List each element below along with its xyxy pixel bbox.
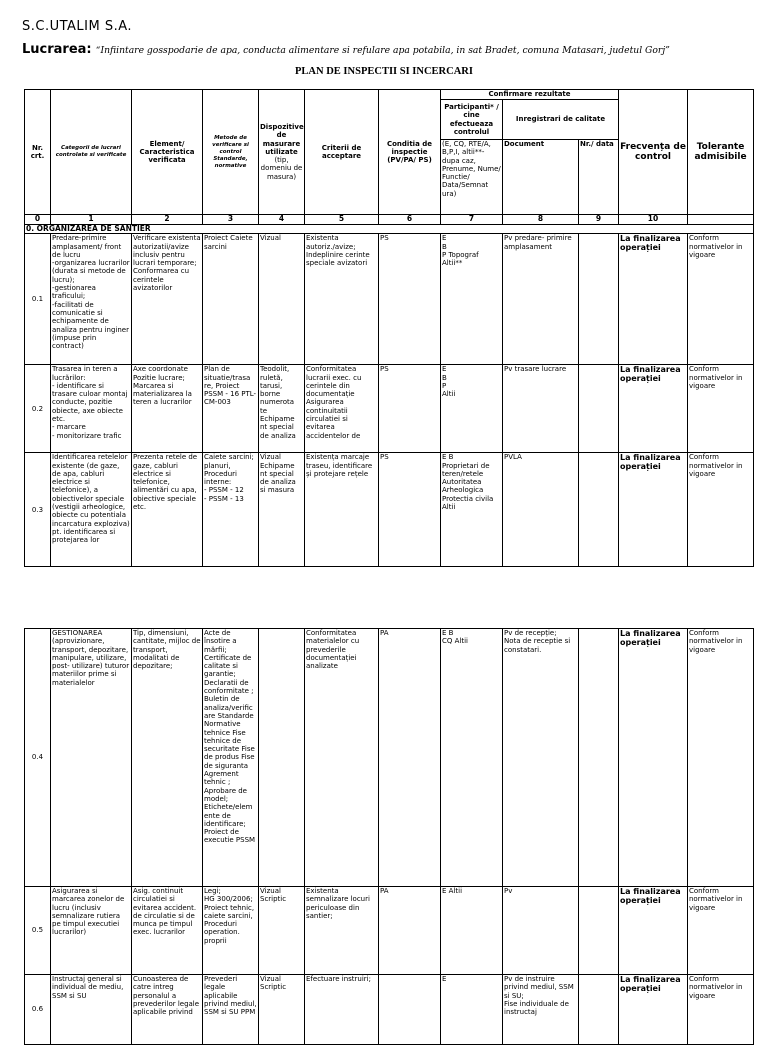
row-nr-data: [579, 975, 619, 1045]
row-conditia: PS: [379, 365, 441, 453]
row-criterii: Existenta autoriz./avize; Indeplinire cerinte speciale avizatori: [305, 234, 379, 365]
col-element: Element/ Caracteristica verificata: [132, 90, 203, 215]
table-row: [25, 365, 754, 453]
col-criterii: Criterii de acceptare: [305, 90, 379, 215]
row-element: Verificare existenta autorizatii/avize inclusiv pentru lucrari temporare; Conformarea cu cerintele avizatorilor: [132, 234, 203, 365]
work-label: Lucrarea:: [22, 42, 92, 57]
col-metode: Metode de verificare si control Standarde, normative: [203, 90, 259, 215]
row-element: Axe coordonate Pozitie lucrare; Marcarea si materializarea la teren a lucrarilor: [132, 365, 203, 453]
row-element: Asig. continuit circulatiei si evitarea accident. de circulatie si de munca pe timpul exec. lucrarilor: [132, 887, 203, 975]
row-categorie: Identificarea retelelor existente (de gaze, de apa, cabluri electrice si telefonice), a obiectivelor speciale (vestigii arheologice, obiecte cu potentiala incarcatura exploziva) pt. identificarea si protejarea lor: [51, 453, 132, 567]
row-participanti: E B CQ Altii: [441, 629, 503, 887]
row-participanti: E: [441, 975, 503, 1045]
row-nr-data: [579, 887, 619, 975]
row-conditia: PA: [379, 887, 441, 975]
row-number: 0.6: [25, 975, 51, 1045]
col-dispozitive: [259, 90, 305, 215]
table-row: [25, 629, 754, 887]
row-frecventa: La finalizarea operației: [619, 887, 688, 975]
table-row: [25, 234, 754, 365]
row-categorie: Predare-primire amplasament/ front de lucru -organizarea lucrarilor (durata si metode de lucru); -gestionarea traficului; -facilitati de comunicatie si echipamente de analiza pentru inginer (impuse prin contract): [51, 234, 132, 365]
col-index: 7: [441, 215, 503, 225]
row-conditia: PS: [379, 453, 441, 567]
row-dispozitive: Vizual Scriptic: [259, 887, 305, 975]
col-categorii: Categorii de lucrari controlate si verificate: [51, 90, 132, 215]
row-tolerante: Conform normativelor in vigoare: [688, 975, 754, 1045]
row-metode: Caiete sarcini; planuri, Proceduri interne: - PSSM - 12 - PSSM - 13: [203, 453, 259, 567]
row-element: Tip, dimensiuni, cantitate, mijloc de transport, modalitati de depozitare;: [132, 629, 203, 887]
row-nr-data: [579, 629, 619, 887]
row-dispozitive: Vizual Scriptic: [259, 975, 305, 1045]
col-nr: Nr. crt.: [25, 90, 51, 215]
row-number: 0.1: [25, 234, 51, 365]
row-nr-data: [579, 234, 619, 365]
col-index: 10: [619, 215, 688, 225]
col-nr-data: Nr./ data: [579, 140, 619, 215]
col-dispozitive-title: Dispozitive de masurare utilizate: [260, 122, 304, 156]
work-value: “Infiintare gosspodarie de apa, conducta alimentare si refulare apa potabila, in sat Bradet, comuna Matasari, judetul Gorj”: [95, 45, 670, 56]
row-participanti: E B P Topograf Altii**: [441, 234, 503, 365]
col-index: 9: [579, 215, 619, 225]
row-element: Prezenta retele de gaze, cabluri electrice si telefonice, alimentări cu apa, obiective speciale etc.: [132, 453, 203, 567]
row-number: 0.4: [25, 629, 51, 887]
row-nr-data: [579, 365, 619, 453]
plan-title: PLAN DE INSPECTII SI INCERCARI: [295, 66, 473, 77]
table-row: [25, 453, 754, 567]
row-document: Pv predare- primire amplasament: [503, 234, 579, 365]
col-index: 4: [259, 215, 305, 225]
row-categorie: Trasarea in teren a lucrărilor: - identificare si trasare culoar montaj conducte, pozitie obiecte, axe obiecte etc. - marcare - monitorizare trafic: [51, 365, 132, 453]
row-number: 0.5: [25, 887, 51, 975]
row-categorie: Instructaj general si individual de mediu, SSM si SU: [51, 975, 132, 1045]
row-tolerante: Conform normativelor in vigoare: [688, 629, 754, 887]
row-criterii: Conformitatea lucrarii exec. cu cerintele din documentație Asigurarea continuitatii circulatiei si evitarea accidentelor de: [305, 365, 379, 453]
work-line: [22, 42, 762, 57]
col-index: 5: [305, 215, 379, 225]
col-participanti-sub: (E, CQ, RTE/A, B,P,I, altii**- dupa caz, Prenume, Nume/ Functie/ Data/Semnat ura): [441, 140, 503, 215]
row-document: PVLA: [503, 453, 579, 567]
row-tolerante: Conform normativelor in vigoare: [688, 365, 754, 453]
row-frecventa: La finalizarea operației: [619, 453, 688, 567]
row-tolerante: Conform normativelor in vigoare: [688, 234, 754, 365]
row-metode: Acte de însotire a mărfii; Certificate de calitate si garantie; Declaratii de conformitate ; Buletin de analiza/verific are Standarde Normative tehnice Fise tehnice de securitate Fise de produs Fise de siguranta Agrement tehnic ; Aprobare de model; Etichete/elem ente de identificare; Proiect de executie PSSM: [203, 629, 259, 887]
row-dispozitive: Vizual Echipame nt special de analiza si masura: [259, 453, 305, 567]
section-title: 0. ORGANIZAREA DE SANTIER: [25, 225, 754, 234]
row-conditia: [379, 975, 441, 1045]
table-row: [25, 975, 754, 1045]
row-frecventa: La finalizarea operației: [619, 629, 688, 887]
row-criterii: Conformitatea materialelor cu prevederile documentației analizate: [305, 629, 379, 887]
row-dispozitive: Teodolit, ruletă, tarusi, borne numerota te Echipame nt special de analiza: [259, 365, 305, 453]
row-conditia: PA: [379, 629, 441, 887]
row-dispozitive: [259, 629, 305, 887]
inspection-table-2: [24, 628, 754, 1045]
col-index: 3: [203, 215, 259, 225]
col-index: 0: [25, 215, 51, 225]
row-frecventa: La finalizarea operației: [619, 975, 688, 1045]
row-criterii: Efectuare instruiri;: [305, 975, 379, 1045]
row-metode: Legi; HG 300/2006; Proiect tehnic, caiete sarcini, Proceduri operation. proprii: [203, 887, 259, 975]
col-index: 2: [132, 215, 203, 225]
row-participanti: E B P Altii: [441, 365, 503, 453]
row-criterii: Existența marcaje traseu, identificare și protejare rețele: [305, 453, 379, 567]
col-confirmare: Confirmare rezultate: [441, 90, 619, 100]
col-index: 1: [51, 215, 132, 225]
row-document: Pv de recepție; Nota de receptie si constatari.: [503, 629, 579, 887]
col-index: 8: [503, 215, 579, 225]
row-tolerante: Conform normativelor in vigoare: [688, 887, 754, 975]
row-frecventa: La finalizarea operației: [619, 234, 688, 365]
row-participanti: E B Proprietari de teren/retele Autoritatea Arheologica Protectia civila Altii: [441, 453, 503, 567]
row-element: Cunoasterea de catre intreg personalul a prevederilor legale aplicabile privind: [132, 975, 203, 1045]
row-nr-data: [579, 453, 619, 567]
col-document: Document: [503, 140, 579, 215]
row-conditia: PS: [379, 234, 441, 365]
company-name: S.C.UTALIM S.A.: [22, 19, 133, 34]
col-frecventa: Frecvența de control: [619, 90, 688, 215]
row-document: Pv: [503, 887, 579, 975]
row-document: Pv trasare lucrare: [503, 365, 579, 453]
row-dispozitive: Vizual: [259, 234, 305, 365]
col-dispozitive-sub: (tip, domeniu de masura): [260, 156, 303, 181]
table-row: [25, 887, 754, 975]
col-index: 6: [379, 215, 441, 225]
inspection-table-1: [24, 89, 754, 567]
row-criterii: Existenta semnalizare locuri periculoase din santier;: [305, 887, 379, 975]
col-conditia: Conditia de inspectie (PV/PA/ PS): [379, 90, 441, 215]
col-tolerante: Tolerante admisibile: [688, 90, 754, 215]
col-inregistrari: Inregistrari de calitate: [503, 100, 619, 140]
row-number: 0.3: [25, 453, 51, 567]
row-metode: Prevederi legale aplicabile privind mediul, SSM si SU PPM: [203, 975, 259, 1045]
row-categorie: GESTIONAREA (aprovizionare, transport, depozitare, manipulare, utilizare, post- utilizare) tuturor materiilor prime si materialelor: [51, 629, 132, 887]
row-metode: Proiect Caiete sarcini: [203, 234, 259, 365]
col-participanti: Participanti* / cine efectueaza controlul: [441, 100, 503, 140]
row-number: 0.2: [25, 365, 51, 453]
row-participanti: E Altii: [441, 887, 503, 975]
row-document: Pv de instruire privind mediul, SSM si SU; Fise individuale de instructaj: [503, 975, 579, 1045]
row-tolerante: Conform normativelor in vigoare: [688, 453, 754, 567]
row-categorie: Asigurarea si marcarea zonelor de lucru (inclusiv semnalizare rutiera pe timpul executiei lucrarilor): [51, 887, 132, 975]
row-frecventa: La finalizarea operației: [619, 365, 688, 453]
row-metode: Plan de situatie/trasa re, Proiect PSSM - 16 PTL- CM-003: [203, 365, 259, 453]
